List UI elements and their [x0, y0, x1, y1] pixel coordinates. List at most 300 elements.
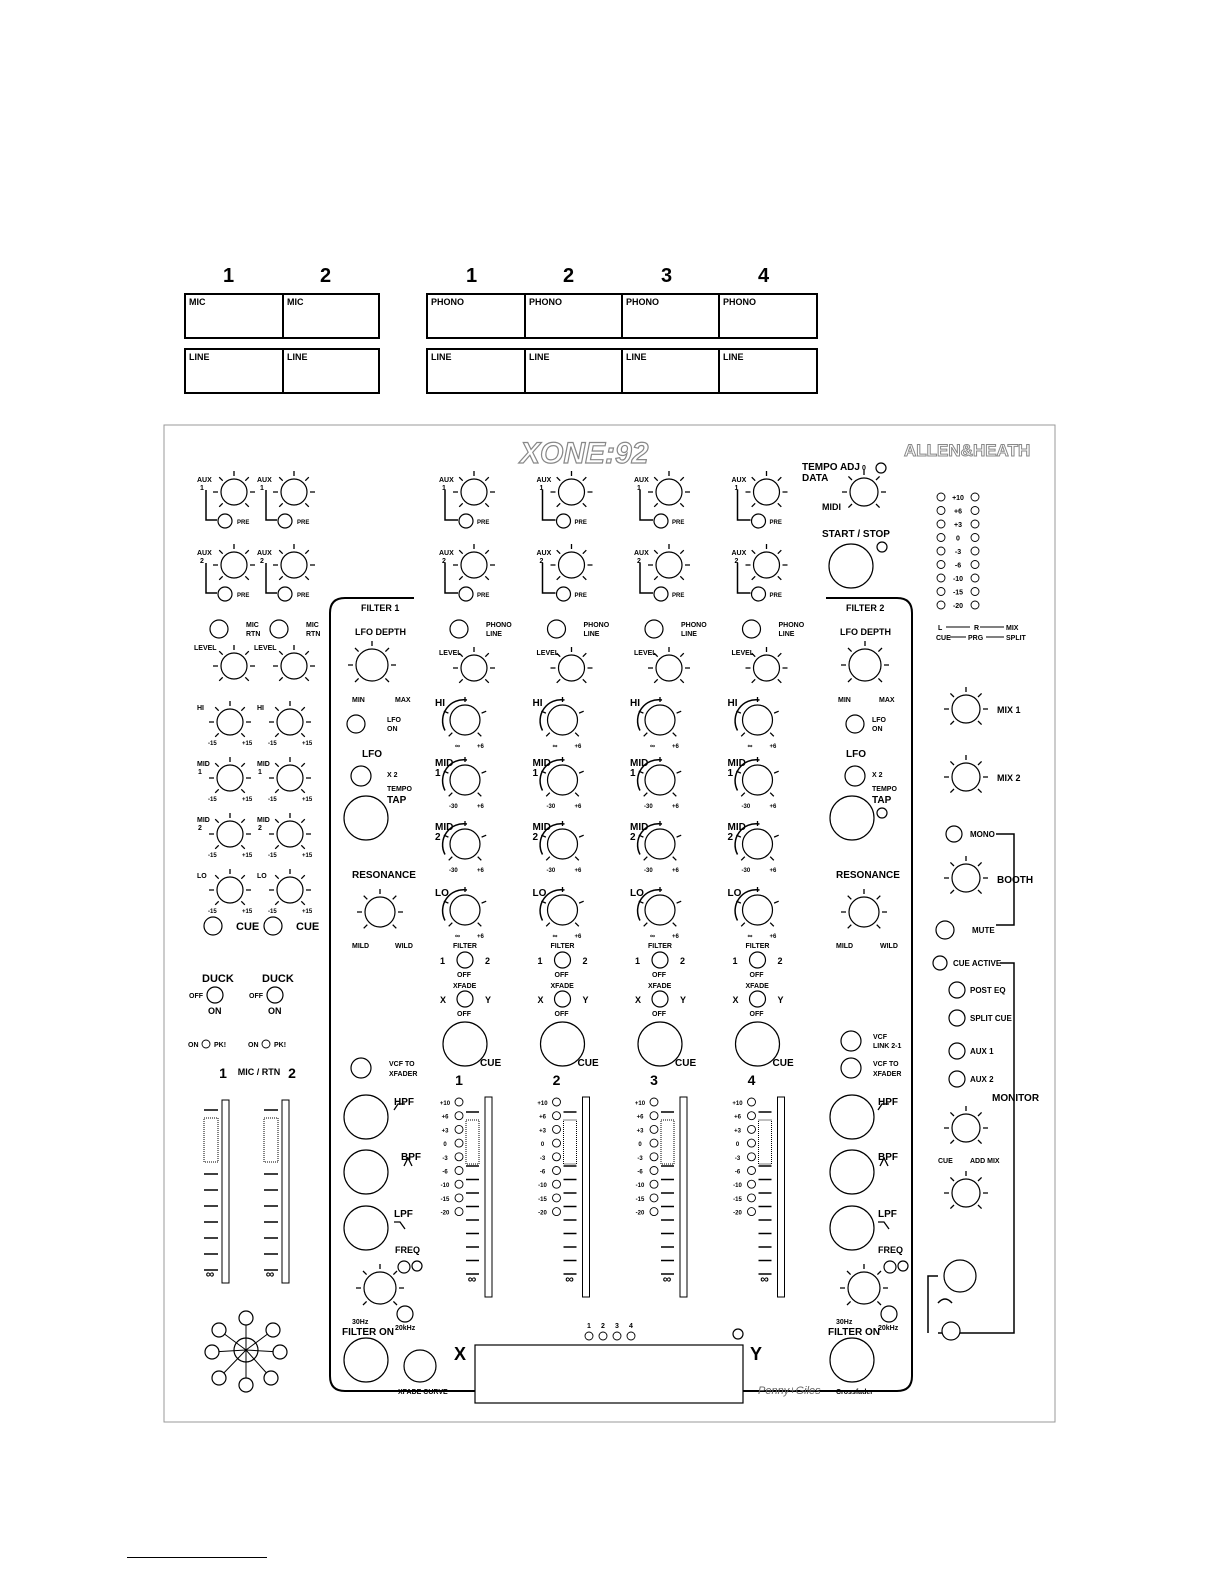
tempo-adj-label: TEMPO ADJ [802, 462, 860, 473]
filter2-x2-button[interactable] [845, 766, 865, 786]
ch4-eq-knob-0[interactable] [743, 705, 773, 735]
ch1-meter-led [455, 1112, 463, 1120]
ch1-meter-scale-label: -10 [440, 1183, 450, 1190]
mic2-eq-min: -15 [268, 797, 277, 803]
ch3-level-knob[interactable] [656, 655, 682, 681]
ch1-aux2-knob[interactable] [461, 552, 487, 578]
mic2-fader-cap[interactable] [264, 1118, 278, 1162]
ch2-fader-cap[interactable] [564, 1120, 577, 1164]
filter1-freq-led[interactable] [398, 1261, 410, 1273]
ch1-fader-cap[interactable] [466, 1120, 479, 1164]
ch4-pre-label: PRE [769, 593, 782, 599]
filter2-lfo-label: LFO [846, 749, 866, 760]
filter2-resonance-label: RESONANCE [836, 870, 900, 881]
ch1-meter-led [455, 1194, 463, 1202]
xfade-led-label: 1 [587, 1323, 591, 1330]
filter2-resonance-knob[interactable] [849, 897, 879, 927]
phono-line-cell-1: LINE [428, 350, 526, 392]
mic1-fader-cap[interactable] [204, 1118, 218, 1162]
mic1-eq-knob-2[interactable] [217, 821, 243, 847]
ch1-meter-led [455, 1208, 463, 1216]
ch3-eq-knob-2[interactable] [645, 829, 675, 859]
ch2-aux2-pre-button[interactable] [557, 587, 571, 601]
ch3-aux2-knob[interactable] [656, 552, 682, 578]
mic1-aux-number: 1 [200, 485, 204, 492]
ch4-eq-band-label: LO [727, 888, 742, 899]
meter-legend-mix: MIX [1006, 625, 1019, 632]
mic1-aux1-knob[interactable] [221, 479, 247, 505]
filter2-freq-led[interactable] [884, 1261, 896, 1273]
filter1-lfo-depth-knob[interactable] [356, 649, 388, 681]
mic2-eq-knob-1[interactable] [277, 765, 303, 791]
ch2-xfade-off-label: OFF [554, 1011, 569, 1018]
fx-node-icon-2 [273, 1345, 287, 1359]
mic2-cue-button[interactable] [264, 917, 282, 935]
ch2-pre-label: PRE [574, 520, 587, 526]
ch2-eq-band-label: HI [532, 698, 543, 709]
tempo-indicator-icon [876, 463, 886, 473]
filter2-lpf-button[interactable] [830, 1206, 874, 1250]
filter1-freq-indicator-icon [412, 1261, 422, 1271]
ch1-phono-label: PHONO [486, 622, 512, 629]
ch4-channel-number: 4 [747, 1072, 756, 1088]
ch1-eq-max: +6 [477, 868, 484, 874]
mic1-aux-label: AUX [197, 550, 212, 557]
mic1-eq-max: +15 [242, 797, 253, 803]
filter1-filter-on-button[interactable] [344, 1338, 388, 1382]
filter2-label: FILTER 2 [846, 603, 885, 613]
ch2-eq-knob-2[interactable] [548, 829, 578, 859]
ch1-meter-led [455, 1098, 463, 1106]
ch3-meter-scale-label: -3 [637, 1155, 643, 1162]
ch1-eq-min: -30 [449, 868, 458, 874]
ch2-eq-min: -30 [546, 868, 556, 874]
filter1-20khz-label: 20kHz [395, 1325, 416, 1332]
cue-mix-max-label: ADD MIX [970, 1158, 1000, 1165]
ch2-aux2-knob[interactable] [559, 552, 585, 578]
filter2-vcf-link-label-1: VCF [873, 1034, 887, 1041]
mic2-peak-label: PK! [274, 1042, 287, 1049]
ch3-eq-band-label: LO [630, 888, 644, 899]
mix2-knob[interactable] [952, 763, 980, 791]
phono-line-cell-2: LINE [526, 350, 623, 392]
ch3-aux1-pre-button[interactable] [654, 514, 668, 528]
master-meter-led-right [971, 493, 979, 501]
ch3-xfade-switch[interactable] [652, 991, 668, 1007]
split-cue-button[interactable] [949, 1010, 965, 1026]
master-meter-led-right [971, 520, 979, 528]
ch1-eq-knob-3[interactable] [450, 895, 480, 925]
mic2-eq-band-label: MID [257, 761, 270, 768]
mic1-pre-label: PRE [237, 593, 250, 599]
filter2-wild-label: WILD [880, 943, 898, 950]
booth-label: BOOTH [997, 875, 1034, 886]
mic2-level-knob[interactable] [281, 653, 307, 679]
xfade-led-label: 3 [615, 1323, 619, 1330]
master-meter-led-right [971, 574, 979, 582]
xfade-assign-led [599, 1332, 607, 1340]
ch3-pre-label: PRE [672, 520, 685, 526]
filter1-tap-button[interactable] [344, 796, 388, 840]
mic1-eq-min: -15 [208, 853, 217, 859]
ch2-filter-switch[interactable] [555, 952, 571, 968]
ch3-meter-scale-label: +10 [634, 1101, 646, 1107]
mic2-duck-switch[interactable] [267, 987, 283, 1003]
ch3-meter-led [650, 1208, 658, 1216]
ch3-meter-led [650, 1125, 658, 1133]
mic1-eq-band-label: MID [197, 761, 210, 768]
booth-knob[interactable] [952, 864, 980, 892]
filter2-lfo-depth-knob[interactable] [849, 649, 881, 681]
filter2-tap-indicator-icon [877, 808, 887, 818]
mic2-eq-knob-2[interactable] [277, 821, 303, 847]
mic1-eq-min: -15 [208, 741, 217, 747]
phono-cell-3: PHONO [623, 295, 720, 337]
ch4-aux1-knob[interactable] [754, 479, 780, 505]
ch3-meter-led [650, 1098, 658, 1106]
tempo-zero-label: 0 [862, 465, 866, 472]
ch1-eq-band-number: 2 [435, 832, 441, 843]
ch4-aux-number: 2 [734, 558, 739, 565]
mic2-duck-off-label: OFF [249, 993, 263, 1000]
fx-node-icon-4 [239, 1378, 253, 1392]
mix1-knob[interactable] [952, 695, 980, 723]
ch3-meter-led [650, 1153, 658, 1161]
mic1-eq-knob-1[interactable] [217, 765, 243, 791]
filter1-freq-fine-button[interactable] [397, 1306, 413, 1322]
master-meter-led-left [937, 547, 945, 555]
headphone-level-knob[interactable] [944, 1260, 976, 1292]
mic2-fader-slot [282, 1100, 289, 1283]
ch3-eq-max: +6 [672, 934, 679, 940]
filter1-vcf-to-xfader-button[interactable] [351, 1058, 371, 1078]
tempo-adj-knob[interactable] [850, 478, 878, 506]
ch2-eq-max: +6 [574, 744, 582, 750]
mic2-aux1-knob[interactable] [281, 479, 307, 505]
ch4-eq-min: ∞ [747, 933, 753, 940]
mic1-aux-number: 2 [200, 558, 204, 565]
mic1-eq-min: -15 [208, 797, 217, 803]
fx-node-icon-6 [205, 1345, 219, 1359]
ch4-level-knob[interactable] [754, 655, 780, 681]
filter2-bpf-button[interactable] [830, 1150, 874, 1194]
mic2-aux1-pre-button[interactable] [278, 514, 292, 528]
mic2-aux-label: AUX [257, 550, 272, 557]
mic1-eq-knob-3[interactable] [217, 877, 243, 903]
ch3-eq-band-number: 2 [630, 832, 636, 843]
filter2-freq-indicator-icon [898, 1261, 908, 1271]
ch2-meter-scale-label: +3 [539, 1128, 546, 1135]
filter1-bpf-button[interactable] [344, 1150, 388, 1194]
mic2-aux-number: 2 [260, 558, 264, 565]
ch3-eq-min: ∞ [650, 743, 655, 750]
mic1-aux1-pre-button[interactable] [218, 514, 232, 528]
ch1-eq-knob-1[interactable] [450, 765, 480, 795]
ch4-aux2-knob[interactable] [754, 552, 780, 578]
ch4-filter-switch[interactable] [750, 952, 766, 968]
ch2-aux1-knob[interactable] [559, 479, 585, 505]
crossfader-track[interactable] [475, 1345, 743, 1403]
ch1-meter-scale-label: -15 [440, 1196, 450, 1203]
filter1-30hz-label: 30Hz [352, 1319, 369, 1326]
ch4-aux-number: 1 [734, 485, 739, 492]
ch3-channel-number: 3 [650, 1072, 658, 1088]
ch2-eq-band-number: 2 [532, 832, 539, 843]
ch4-meter-scale-label: -20 [733, 1210, 742, 1217]
ch4-fader-cap[interactable] [759, 1120, 772, 1164]
mic1-level-knob[interactable] [221, 653, 247, 679]
filter1-x2-button[interactable] [351, 766, 371, 786]
ch2-meter-scale-label: -6 [539, 1169, 546, 1176]
ch4-eq-band-label: MID [727, 822, 746, 833]
ch4-meter-scale-label: 0 [735, 1142, 740, 1149]
filter2-lfo-depth-label: LFO DEPTH [840, 627, 891, 637]
ch3-eq-band-label: MID [630, 822, 649, 833]
ch3-aux2-pre-button[interactable] [654, 587, 668, 601]
mic2-pre-label: PRE [297, 520, 310, 526]
ch4-eq-band-number: 2 [727, 832, 734, 843]
aux1-monitor-label: AUX 1 [970, 1047, 994, 1056]
ch1-xfade-switch[interactable] [457, 991, 473, 1007]
ch1-eq-band-label: LO [435, 888, 449, 899]
split-cue-label: SPLIT CUE [970, 1014, 1012, 1023]
xfade-led-label: 4 [629, 1323, 633, 1330]
mic2-eq-min: -15 [268, 909, 277, 915]
mic1-cue-button[interactable] [204, 917, 222, 935]
aux1-monitor-button[interactable] [949, 1043, 965, 1059]
ch4-aux1-pre-button[interactable] [752, 514, 766, 528]
xfade-curve-label: XFADE CURVE [398, 1389, 448, 1396]
master-meter-led-left [937, 561, 945, 569]
ch2-eq-knob-0[interactable] [548, 705, 578, 735]
ch4-level-label: LEVEL [731, 650, 755, 657]
ch4-meter-led [748, 1180, 756, 1188]
ch3-meter-led [650, 1112, 658, 1120]
filter2-vcf-label-1: VCF TO [873, 1061, 899, 1068]
ch1-eq-knob-2[interactable] [450, 829, 480, 859]
ch1-level-label: LEVEL [439, 650, 462, 657]
ch1-level-knob[interactable] [461, 655, 487, 681]
crossfader-indicator-icon [733, 1329, 743, 1339]
mic1-duck-switch[interactable] [207, 987, 223, 1003]
filter1-min-label: MIN [352, 697, 365, 704]
ch4-cue-label: CUE [772, 1058, 794, 1069]
ch4-eq-min: -30 [741, 868, 751, 874]
mic2-eq-max: +15 [302, 853, 313, 859]
filter2-mild-label: MILD [836, 943, 854, 950]
ch3-eq-knob-0[interactable] [645, 705, 675, 735]
ch4-aux2-pre-button[interactable] [752, 587, 766, 601]
phono-number-4: 4 [758, 265, 770, 287]
phono-cell-2: PHONO [526, 295, 623, 337]
ch1-aux-number: 1 [442, 485, 446, 492]
filter1-tap-label: TAP [387, 795, 407, 806]
mic1-peak-on-label: ON [188, 1042, 199, 1049]
master-meter-led-left [937, 601, 945, 609]
filter2-hpf-label: HPF [878, 1097, 898, 1108]
filter1-lfo-on-button[interactable] [347, 715, 365, 733]
aux2-monitor-label: AUX 2 [970, 1075, 994, 1084]
mic1-rtn-label: RTN [246, 631, 261, 638]
mic1-aux2-pre-button[interactable] [218, 587, 232, 601]
ch2-aux1-pre-button[interactable] [557, 514, 571, 528]
ch2-meter-led [553, 1167, 561, 1175]
mic1-duck-label: DUCK [202, 973, 234, 985]
filter2-max-label: MAX [879, 697, 895, 704]
mic1-level-label: LEVEL [194, 645, 217, 652]
ch2-eq-knob-1[interactable] [548, 765, 578, 795]
filter2-vcf-to-xfader-button[interactable] [841, 1058, 861, 1078]
filter1-label: FILTER 1 [361, 603, 400, 613]
ch2-filter-2-label: 2 [582, 956, 588, 966]
master-meter-led-right [971, 507, 979, 515]
ch4-xfade-off-label: OFF [749, 1011, 764, 1018]
mic2-eq-knob-0[interactable] [277, 709, 303, 735]
filter1-lfo-label: LFO [362, 749, 382, 760]
ch1-aux1-pre-button[interactable] [459, 514, 473, 528]
filter1-hpf-button[interactable] [344, 1095, 388, 1139]
mic1-mic-rtn-switch[interactable] [210, 620, 228, 638]
headphone-socket[interactable] [942, 1322, 960, 1340]
filter2-vcf-link-button[interactable] [841, 1031, 861, 1051]
filter2-tap-button[interactable] [830, 796, 874, 840]
mic1-aux2-knob[interactable] [221, 552, 247, 578]
master-meter-scale-label: +3 [954, 522, 962, 529]
ch1-meter-led [455, 1125, 463, 1133]
ch1-xfade-off-label: OFF [457, 1011, 471, 1018]
ch1-aux2-pre-button[interactable] [459, 587, 473, 601]
ch3-phono-line-switch[interactable] [645, 620, 663, 638]
ch1-filter-label: FILTER [453, 943, 477, 950]
ch3-filter-label: FILTER [648, 943, 672, 950]
ch3-filter-switch[interactable] [652, 952, 668, 968]
ch1-meter-scale-label: -6 [442, 1169, 448, 1176]
ch4-eq-knob-1[interactable] [743, 765, 773, 795]
ch2-level-knob[interactable] [559, 655, 585, 681]
filter1-lfo-on-label-1: LFO [387, 717, 401, 724]
ch4-phono-line-switch[interactable] [743, 620, 761, 638]
filter2-vcf-link-label-2: LINK 2-1 [873, 1043, 902, 1050]
ch1-meter-scale-label: -20 [440, 1210, 450, 1217]
ch4-xfade-switch[interactable] [750, 991, 766, 1007]
fx-node-icon-7 [212, 1323, 226, 1337]
ch3-eq-knob-1[interactable] [645, 765, 675, 795]
ch2-phono-line-switch[interactable] [548, 620, 566, 638]
mic-rtn-number-1: 1 [219, 1065, 227, 1081]
ch1-filter-switch[interactable] [457, 952, 473, 968]
mic1-eq-band-number: 2 [198, 825, 202, 832]
ch4-fader-slot [778, 1097, 785, 1297]
filter2-hpf-button[interactable] [830, 1095, 874, 1139]
ch2-meter-led [553, 1208, 561, 1216]
ch3-filter-1-label: 1 [635, 956, 641, 966]
ch2-xfade-label: XFADE [550, 983, 574, 990]
filter2-freq-knob[interactable] [848, 1272, 880, 1304]
ch3-aux1-knob[interactable] [656, 479, 682, 505]
ch2-xfade-switch[interactable] [555, 991, 571, 1007]
mix1-label: MIX 1 [997, 705, 1021, 715]
filter1-lfo-on-label-2: ON [387, 726, 398, 733]
filter1-lpf-button[interactable] [344, 1206, 388, 1250]
mic2-aux2-knob[interactable] [281, 552, 307, 578]
mic1-eq-knob-0[interactable] [217, 709, 243, 735]
master-meter-led-right [971, 547, 979, 555]
filter1-resonance-label: RESONANCE [352, 870, 416, 881]
aux2-monitor-button[interactable] [949, 1071, 965, 1087]
meter-legend-r: R [974, 625, 980, 632]
ch3-eq-knob-3[interactable] [645, 895, 675, 925]
ch2-eq-knob-3[interactable] [548, 895, 578, 925]
ch2-meter-led [553, 1180, 561, 1188]
ch3-meter-scale-label: -20 [635, 1210, 645, 1217]
mic-line-cell-2: LINE [287, 352, 308, 362]
post-eq-button[interactable] [949, 982, 965, 998]
ch4-xfade-x-label: X [732, 995, 739, 1005]
filter2-filter-on-button[interactable] [830, 1338, 874, 1382]
filter2-tempo-label: TEMPO [872, 786, 897, 793]
ch2-aux-label: AUX [536, 550, 552, 557]
ch3-eq-min: ∞ [650, 933, 655, 940]
ch4-meter-led [748, 1112, 756, 1120]
mute-button[interactable] [936, 921, 954, 939]
ch4-meter-scale-label: +6 [734, 1114, 741, 1121]
meter-legend-cue: CUE [936, 635, 951, 642]
ch1-phono-line-switch[interactable] [450, 620, 468, 638]
ch4-eq-knob-2[interactable] [743, 829, 773, 859]
master-meter-led-left [937, 493, 945, 501]
cue-mix-knob[interactable] [952, 1114, 980, 1142]
start-stop-button[interactable] [829, 544, 873, 588]
ch2-aux-number: 2 [539, 558, 544, 565]
ch2-meter-led [553, 1112, 561, 1120]
xfade-led-label: 2 [601, 1323, 605, 1330]
ch4-eq-knob-3[interactable] [743, 895, 773, 925]
ch1-eq-knob-0[interactable] [450, 705, 480, 735]
ch3-phono-label: PHONO [681, 622, 707, 629]
mic2-mic-rtn-switch[interactable] [270, 620, 288, 638]
ch3-eq-max: +6 [672, 804, 679, 810]
filter2-freq-label: FREQ [878, 1245, 904, 1255]
filter1-tempo-label: TEMPO [387, 786, 412, 793]
mic2-level-label: LEVEL [254, 645, 277, 652]
master-meter-led-right [971, 601, 979, 609]
ch3-aux-label: AUX [634, 477, 649, 484]
ch2-line-label: LINE [583, 631, 600, 638]
cue-active-button[interactable] [933, 956, 947, 970]
filter2-20khz-label: 20kHz [878, 1325, 899, 1332]
ch1-meter-led [455, 1153, 463, 1161]
ch1-filter-off-label: OFF [457, 972, 471, 979]
ch1-aux1-knob[interactable] [461, 479, 487, 505]
mono-button[interactable] [946, 826, 962, 842]
mic1-eq-max: +15 [242, 909, 253, 915]
ch3-aux-label: AUX [634, 550, 649, 557]
xfade-curve-knob[interactable] [404, 1350, 436, 1382]
filter1-freq-knob[interactable] [364, 1272, 396, 1304]
filter2-freq-fine-button[interactable] [881, 1306, 897, 1322]
filter2-lfo-on-button[interactable] [846, 715, 864, 733]
ch3-fader-cap[interactable] [661, 1120, 674, 1164]
filter1-resonance-knob[interactable] [365, 897, 395, 927]
mic2-aux2-pre-button[interactable] [278, 587, 292, 601]
ch3-aux-number: 2 [637, 558, 641, 565]
mic2-eq-knob-3[interactable] [277, 877, 303, 903]
monitor-level-knob[interactable] [952, 1179, 980, 1207]
ch4-aux-label: AUX [731, 477, 747, 484]
ch3-meter-scale-label: -6 [637, 1169, 643, 1176]
data-label: DATA [802, 473, 829, 484]
ch3-meter-led [650, 1194, 658, 1202]
